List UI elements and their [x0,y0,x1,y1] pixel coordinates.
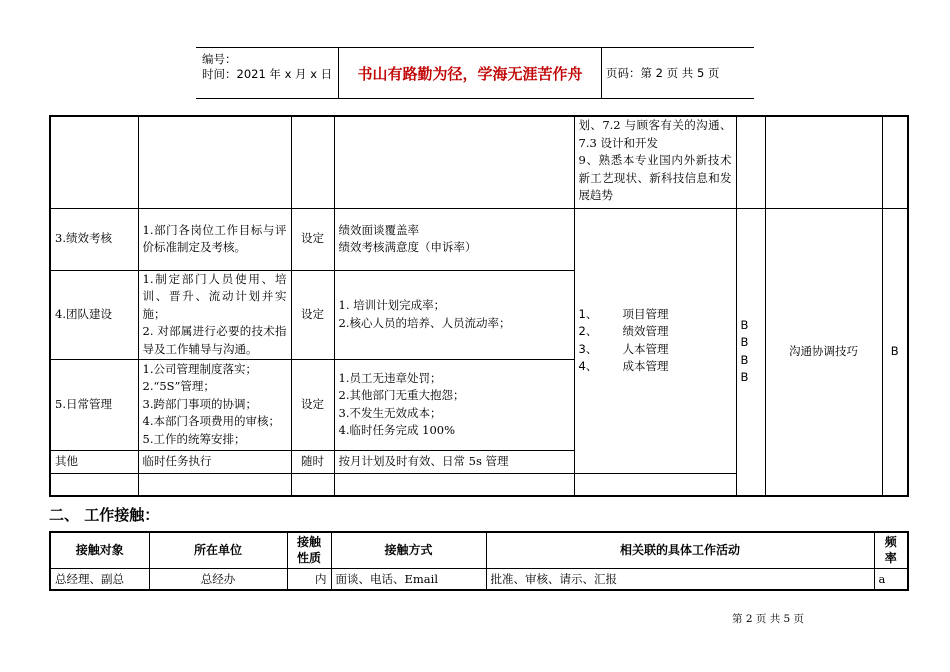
cell-empty [765,116,882,208]
cell-empty [291,116,334,208]
contact-table [49,531,909,591]
cell-empty [138,116,291,208]
cell-empty [882,116,908,208]
knowledge-levels [736,208,765,496]
level-value: B [740,370,749,385]
col-header: 接触 性质 [287,532,331,568]
item-name: 4.团队建设 [50,270,138,359]
page-header [196,47,754,99]
col-header: 接触对象 [50,532,149,568]
knowledge-list [574,208,736,473]
col-header: 接触方式 [331,532,486,568]
skill-name: 沟通协调技巧 [765,208,882,496]
col-header: 所在单位 [149,532,287,568]
cell-empty [334,116,574,208]
contact-method: 面谈、电话、Email [331,568,486,590]
item-content: 1.公司管理制度落实； 2.“5S”管理； 3.跨部门事项的协调； 4.本部门各项费用的审核； 5.工作的统筹安排； [138,359,291,450]
table-row [50,116,908,208]
item-metrics: 按月计划及时有效、日常 5s 管理 [334,450,574,473]
item-content: 临时任务执行 [138,450,291,473]
knowledge-num: 3、 [578,341,598,356]
item-name: 5.日常管理 [50,359,138,450]
item-content: 1.部门各岗位工作目标与评价标准制定及考核。 [138,208,291,270]
duties-table [49,115,909,497]
knowledge-num: 1、 [578,306,598,321]
page-footer: 第 2 页 共 5 页 [732,613,805,625]
contact-target: 总经理、副总 [50,568,149,590]
cell-empty [291,473,334,496]
cell-empty [736,116,765,208]
item-mode: 设定 [291,208,334,270]
header-page-info: 页码：第 2 页 共 5 页 [606,66,720,80]
skill-level: B [882,208,908,496]
knowledge-continued: 划、7.2 与顾客有关的沟通、7.3 设计和开发 9、熟悉本专业国内外新技术新工艺现状、新科技信息和发展趋势 [574,116,736,208]
time-label: 时间：2021 年 x 月 x 日 [202,67,333,81]
item-metrics: 绩效面谈覆盖率 绩效考核满意度（申诉率） [334,208,574,270]
cell-empty [50,116,138,208]
item-name: 3.绩效考核 [50,208,138,270]
contact-freq: a [874,568,908,590]
table-row [50,208,908,270]
item-content: 1.制定部门人员使用、培训、晋升、流动计划并实施； 2. 对部属进行必要的技术指导及工作辅导与沟通。 [138,270,291,359]
knowledge-num: 4、 [578,359,598,373]
item-mode: 设定 [291,359,334,450]
knowledge-item [579,341,732,359]
level-value: B [740,317,749,332]
knowledge-name: 人本管理 [622,341,669,356]
col-header: 频 率 [874,532,908,568]
cell-empty [334,473,574,496]
contact-nature: 内 [287,568,331,590]
knowledge-item [579,358,732,376]
knowledge-name: 项目管理 [622,306,669,321]
level-value: B [740,352,749,367]
level-value: B [740,335,749,350]
knowledge-name: 成本管理 [622,359,669,373]
item-metrics: 1.员工无违章处罚； 2.其他部门无重大抱怨； 3.不发生无效成本； 4.临时任务完成 100% [334,359,574,450]
item-metrics: 1. 培训计划完成率； 2.核心人员的培养、人员流动率； [334,270,574,359]
table-row [50,568,908,590]
cell-empty [50,473,138,496]
knowledge-item [579,323,732,341]
contact-activity: 批准、审核、请示、汇报 [486,568,874,590]
section-title: 二、 工作接触： [49,506,160,524]
item-name: 其他 [50,450,138,473]
number-label: 编号： [202,52,237,66]
item-mode: 随时 [291,450,334,473]
header-meta [196,48,338,98]
knowledge-item [579,306,732,324]
knowledge-num: 2、 [578,324,598,338]
contact-unit: 总经办 [149,568,287,590]
col-header: 相关联的具体工作活动 [486,532,874,568]
header-motto: 书山有路勤为径，学海无涯苦作舟 [338,48,602,98]
table-header-row [50,532,908,568]
knowledge-name: 绩效管理 [622,324,669,338]
cell-empty [138,473,291,496]
item-mode: 设定 [291,270,334,359]
